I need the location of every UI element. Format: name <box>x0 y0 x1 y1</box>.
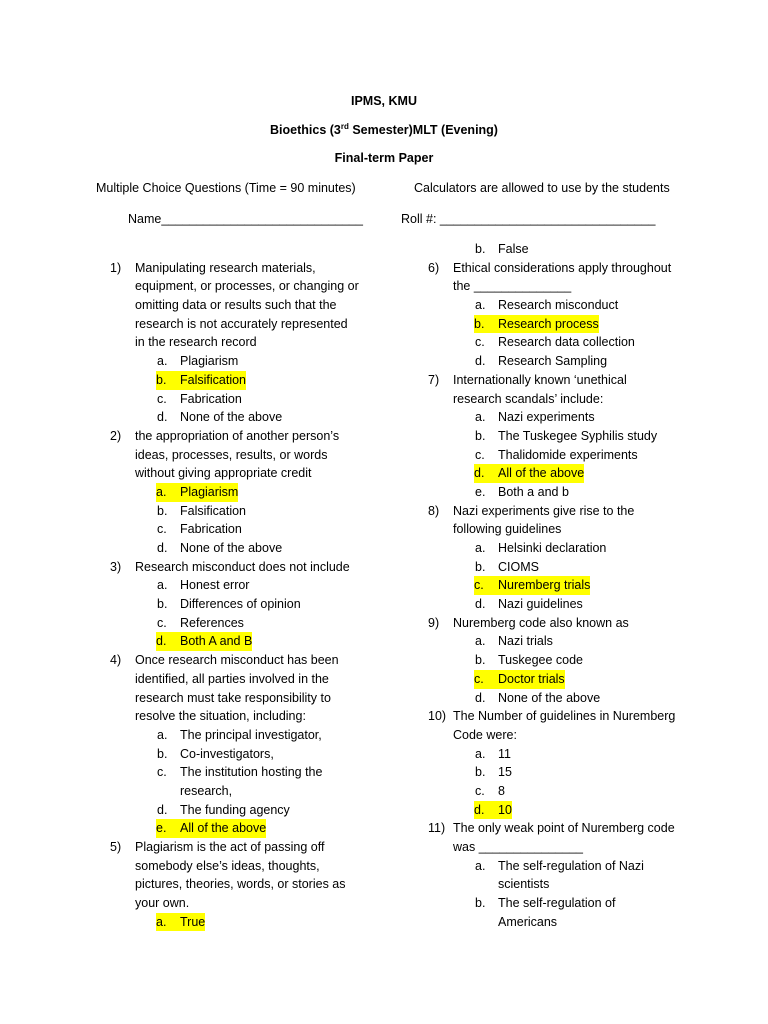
question-number: 9) <box>428 615 440 630</box>
answer-option-highlighted <box>428 464 718 483</box>
question-text: Nazi experiments give rise to the <box>453 503 635 518</box>
option-text: All of the above <box>498 464 584 483</box>
option-letter: b. <box>156 371 180 390</box>
question-text: Manipulating research materials, <box>135 260 316 275</box>
option-text: 11 <box>498 746 511 761</box>
course-superscript: rd <box>340 122 349 131</box>
left-question-column <box>110 240 400 931</box>
question-continuation <box>110 446 400 465</box>
option-text: Nazi trials <box>498 634 553 649</box>
answer-option-highlighted <box>428 670 718 689</box>
option-text: scientists <box>498 877 550 892</box>
option-letter: b. <box>157 597 168 612</box>
option-text: None of the above <box>180 541 283 555</box>
option-letter: a. <box>475 541 486 555</box>
question-number: 7) <box>428 372 440 387</box>
option-letter: d. <box>157 802 168 817</box>
question <box>428 502 718 521</box>
option-letter: a. <box>475 298 486 313</box>
option-letter: b. <box>475 559 486 574</box>
question-text: The Number of guidelines in Nuremberg <box>453 709 676 724</box>
option-text: Differences of opinion <box>180 597 301 612</box>
option-letter: c. <box>474 576 498 595</box>
option-text: 15 <box>498 765 512 780</box>
answer-option <box>110 726 400 745</box>
option-text: The institution hosting the <box>180 765 323 780</box>
answer-option <box>428 352 718 371</box>
question <box>428 259 718 278</box>
option-letter: c. <box>475 335 485 350</box>
question-text: the appropriation of another person’s <box>135 428 340 443</box>
question-continuation <box>110 857 400 876</box>
option-letter: b. <box>474 315 498 334</box>
option-text: Co-investigators, <box>180 746 274 761</box>
question-number: 8) <box>428 503 440 518</box>
option-continuation <box>428 913 718 932</box>
option-text: Americans <box>498 914 558 929</box>
mcq-info: Multiple Choice Questions (Time = 90 minutes) <box>96 181 356 195</box>
institute-title: IPMS, KMU <box>351 94 417 108</box>
question-text: Ethical considerations apply throughout <box>453 260 672 275</box>
option-letter: c. <box>157 615 167 630</box>
answer-option-highlighted <box>110 632 400 651</box>
option-text: Falsification <box>180 503 246 518</box>
question-text: research scandals’ include: <box>453 391 604 406</box>
blank-line <box>110 240 400 259</box>
question-number: 2) <box>110 428 122 443</box>
option-letter: d. <box>474 464 498 483</box>
question-continuation <box>428 277 718 296</box>
answer-option <box>428 595 718 614</box>
option-letter: c. <box>157 522 167 537</box>
answer-option <box>110 614 400 633</box>
option-continuation <box>110 782 400 801</box>
question-continuation <box>428 390 718 409</box>
option-letter: a. <box>475 858 486 873</box>
question <box>428 819 718 838</box>
answer-option <box>428 894 718 913</box>
answer-option <box>110 763 400 782</box>
question-text: Plagiarism is the act of passing off <box>135 840 325 854</box>
question-continuation <box>110 296 400 315</box>
option-text: None of the above <box>180 410 283 425</box>
option-text: Plagiarism <box>180 354 239 369</box>
answer-option <box>428 651 718 670</box>
option-text: Helsinki declaration <box>498 541 607 555</box>
option-text: Research process <box>498 315 599 334</box>
question-text: omitting data or results such that the <box>135 298 337 313</box>
option-letter: d. <box>474 801 498 820</box>
option-letter: c. <box>157 391 167 406</box>
answer-option-highlighted <box>428 801 718 820</box>
option-text: Nazi guidelines <box>498 597 583 612</box>
option-text: Research Sampling <box>498 354 608 369</box>
option-letter: a. <box>475 746 486 761</box>
option-letter: b. <box>157 746 168 761</box>
answer-option <box>110 801 400 820</box>
option-text: Fabrication <box>180 522 242 537</box>
question-text: pictures, theories, words, or stories as <box>135 877 346 892</box>
option-letter: a. <box>157 727 168 742</box>
answer-option <box>428 240 718 259</box>
answer-option <box>428 689 718 708</box>
option-text: Doctor trials <box>498 670 565 689</box>
option-letter: b. <box>157 503 168 518</box>
option-text: None of the above <box>498 690 601 705</box>
option-letter: d. <box>156 632 180 651</box>
option-letter: c. <box>157 765 167 780</box>
question-continuation <box>428 726 718 745</box>
answer-option-highlighted <box>428 315 718 334</box>
question-text: following guidelines <box>453 522 562 537</box>
answer-option-highlighted <box>110 913 400 932</box>
option-text: Research misconduct <box>498 298 619 313</box>
option-text: Both a and b <box>498 484 569 499</box>
option-letter: d. <box>475 597 486 612</box>
question-text: identified, all parties involved in the <box>135 671 329 686</box>
question-text: without giving appropriate credit <box>135 466 312 481</box>
option-text: Research data collection <box>498 335 635 350</box>
question <box>110 259 400 278</box>
option-text: Honest error <box>180 578 250 593</box>
question-text: Once research misconduct has been <box>135 653 339 668</box>
calculator-info: Calculators are allowed to use by the students <box>414 181 670 195</box>
question-text: somebody else’s ideas, thoughts, <box>135 858 320 873</box>
option-text: References <box>180 615 244 630</box>
question-number: 3) <box>110 559 122 574</box>
question-number: 4) <box>110 653 122 668</box>
question-continuation <box>428 838 718 857</box>
question-text: Nuremberg code also known as <box>453 615 629 630</box>
option-text: Thalidomide experiments <box>498 447 638 462</box>
question-continuation <box>110 707 400 726</box>
option-text: research, <box>180 783 233 798</box>
option-letter: d. <box>157 541 168 555</box>
answer-option <box>110 576 400 595</box>
option-letter: d. <box>475 690 486 705</box>
question <box>428 707 718 726</box>
answer-option <box>428 333 718 352</box>
option-text: Falsification <box>180 371 246 390</box>
option-letter: c. <box>474 670 498 689</box>
option-letter: a. <box>156 913 180 932</box>
option-text: The principal investigator, <box>180 727 322 742</box>
question-text: research is not accurately represented <box>135 316 348 331</box>
option-letter: a. <box>475 410 486 425</box>
option-letter: e. <box>156 819 180 838</box>
question-continuation <box>110 277 400 296</box>
name-field: Name_____________________________ <box>128 212 363 226</box>
answer-option <box>428 408 718 427</box>
answer-option <box>110 520 400 539</box>
question-number: 11) <box>428 821 446 836</box>
option-letter: c. <box>475 783 485 798</box>
option-text: The funding agency <box>180 802 290 817</box>
question-continuation <box>110 464 400 483</box>
option-text: Plagiarism <box>180 483 238 502</box>
answer-option <box>428 539 718 558</box>
option-letter: e. <box>475 484 486 499</box>
option-letter: b. <box>475 896 486 911</box>
option-letter: b. <box>475 428 486 443</box>
answer-option-highlighted <box>110 371 400 390</box>
answer-option <box>428 427 718 446</box>
answer-option <box>110 408 400 427</box>
answer-option <box>110 502 400 521</box>
option-letter: b. <box>475 653 486 668</box>
answer-option <box>110 595 400 614</box>
option-text: All of the above <box>180 819 266 838</box>
answer-option <box>110 745 400 764</box>
option-text: CIOMS <box>498 559 539 574</box>
question-number: 1) <box>110 260 122 275</box>
question-continuation <box>110 894 400 913</box>
option-text: Tuskegee code <box>498 653 584 668</box>
answer-option <box>428 296 718 315</box>
question-number: 5) <box>110 840 122 854</box>
question <box>428 614 718 633</box>
question-text: was _______________ <box>453 840 583 854</box>
option-text: Nuremberg trials <box>498 576 590 595</box>
option-letter: a. <box>157 354 168 369</box>
course-prefix: Bioethics (3 <box>270 123 341 138</box>
course-title <box>0 122 768 137</box>
option-text: The self-regulation of Nazi <box>498 858 644 873</box>
question-text: Code were: <box>453 727 517 742</box>
question-text: your own. <box>135 896 190 911</box>
answer-option-highlighted <box>110 819 400 838</box>
question-text: equipment, or processes, or changing or <box>135 279 359 294</box>
option-text: Both A and B <box>180 632 252 651</box>
option-letter: d. <box>475 354 486 369</box>
question-text: ideas, processes, results, or words <box>135 447 328 462</box>
option-text: 8 <box>498 783 505 798</box>
answer-option <box>428 745 718 764</box>
answer-option <box>428 632 718 651</box>
answer-option <box>428 558 718 577</box>
answer-option <box>110 390 400 409</box>
question-continuation <box>428 520 718 539</box>
paper-title: Final-term Paper <box>334 151 434 165</box>
option-continuation <box>428 875 718 894</box>
option-text: True <box>180 913 205 932</box>
question <box>428 371 718 390</box>
answer-option <box>428 446 718 465</box>
option-letter: a. <box>156 483 180 502</box>
option-text: False <box>498 242 529 256</box>
answer-option <box>110 539 400 558</box>
option-letter: b. <box>475 242 486 256</box>
option-text: Nazi experiments <box>498 410 595 425</box>
option-text: The self-regulation of <box>498 896 616 911</box>
question-number: 10) <box>428 709 447 724</box>
answer-option <box>110 352 400 371</box>
answer-option <box>428 763 718 782</box>
course-suffix: Semester)MLT (Evening) <box>348 123 498 138</box>
option-letter: d. <box>157 410 168 425</box>
question-text: Research misconduct does not include <box>135 559 350 574</box>
answer-option <box>428 782 718 801</box>
question-number: 6) <box>428 260 440 275</box>
option-letter: a. <box>157 578 168 593</box>
option-text: The Tuskegee Syphilis study <box>498 428 658 443</box>
answer-option-highlighted <box>110 483 400 502</box>
question-text: the ______________ <box>453 279 572 294</box>
question <box>110 651 400 670</box>
question <box>110 838 400 857</box>
question <box>110 427 400 446</box>
question-continuation <box>110 333 400 352</box>
right-question-column <box>428 240 718 931</box>
question <box>110 558 400 577</box>
option-letter: b. <box>475 765 486 780</box>
option-letter: a. <box>475 634 486 649</box>
question-continuation <box>110 689 400 708</box>
question-text: research must take responsibility to <box>135 690 331 705</box>
question-continuation <box>110 875 400 894</box>
option-letter: c. <box>475 447 485 462</box>
option-text: Fabrication <box>180 391 242 406</box>
question-continuation <box>110 670 400 689</box>
question-text: resolve the situation, including: <box>135 709 306 724</box>
question-text: The only weak point of Nuremberg code <box>453 821 675 836</box>
question-text: in the research record <box>135 335 257 350</box>
question-continuation <box>110 315 400 334</box>
answer-option <box>428 857 718 876</box>
option-text: 10 <box>498 801 512 820</box>
question-text: Internationally known ‘unethical <box>453 372 627 387</box>
answer-option <box>428 483 718 502</box>
roll-field: Roll #: _______________________________ <box>401 212 656 226</box>
answer-option-highlighted <box>428 576 718 595</box>
